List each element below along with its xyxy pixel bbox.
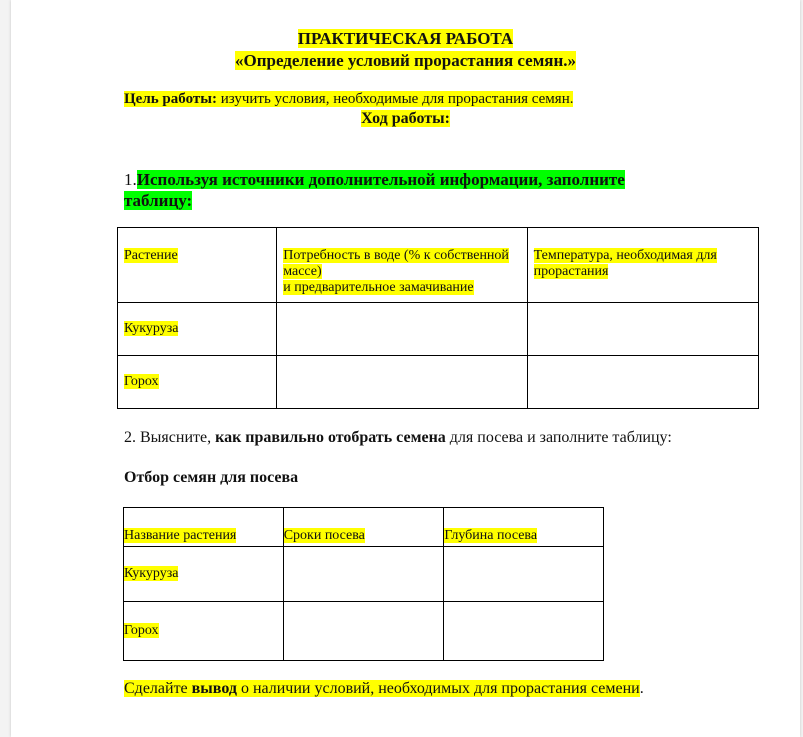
seed-selection-table — [123, 507, 604, 661]
title-line-1: ПРАКТИЧЕСКАЯ РАБОТА — [297, 29, 514, 48]
empty-cell[interactable] — [527, 356, 758, 409]
table-row — [124, 547, 604, 602]
goal-line — [124, 91, 573, 108]
header-cell-sowing-depth: Глубина посева — [444, 508, 604, 547]
empty-cell[interactable] — [283, 602, 444, 661]
table-row — [124, 602, 604, 661]
header-cell-plant: Растение — [118, 228, 277, 303]
row-label-corn: Кукуруза — [118, 303, 277, 356]
conditions-table — [117, 227, 759, 409]
task-2-bold: как правильно отобрать семена — [215, 429, 446, 446]
goal-label: Цель работы: — [124, 91, 217, 107]
empty-cell[interactable] — [527, 303, 758, 356]
conclusion-line: Сделайте вывод о наличии условий, необходимых для прорастания семени. — [124, 680, 644, 697]
task-1-text-line-1: Используя источники дополнительной информации, заполните — [136, 170, 625, 189]
empty-cell[interactable] — [444, 602, 604, 661]
empty-cell[interactable] — [444, 547, 604, 602]
table-header-row — [124, 508, 604, 547]
task-1-text-line-2: таблицу: — [124, 191, 193, 210]
empty-cell[interactable] — [283, 547, 444, 602]
task-2: 2. Выясните, как правильно отобрать семена для посева и заполните таблицу: — [124, 429, 672, 446]
header-cell-sowing-time: Сроки посева — [283, 508, 444, 547]
header-cell-plant-name: Название растения — [124, 508, 284, 547]
empty-cell[interactable] — [277, 303, 527, 356]
document-page — [11, 0, 800, 737]
row-label-corn: Кукуруза — [124, 547, 284, 602]
table-row — [118, 356, 759, 409]
conclusion-bold: вывод — [191, 680, 237, 697]
goal-text: изучить условия, необходимые для прорастания семян. — [216, 91, 574, 107]
table-2-title: Отбор семян для посева — [124, 469, 299, 486]
row-label-pea: Горох — [124, 602, 284, 661]
header-cell-temperature: Температура, необходимая для прорастания — [527, 228, 758, 303]
row-label-pea: Горох — [118, 356, 277, 409]
table-row — [118, 303, 759, 356]
table-header-row — [118, 228, 759, 303]
procedure-heading: Ход работы: — [361, 110, 450, 127]
task-1 — [124, 169, 704, 211]
header-cell-water: Потребность в воде (% к собственной массе) и предварительное замачивание — [277, 228, 527, 303]
title-line-2: «Определение условий прорастания семян.» — [234, 51, 577, 70]
task-1-number: 1. — [124, 170, 137, 189]
empty-cell[interactable] — [277, 356, 527, 409]
